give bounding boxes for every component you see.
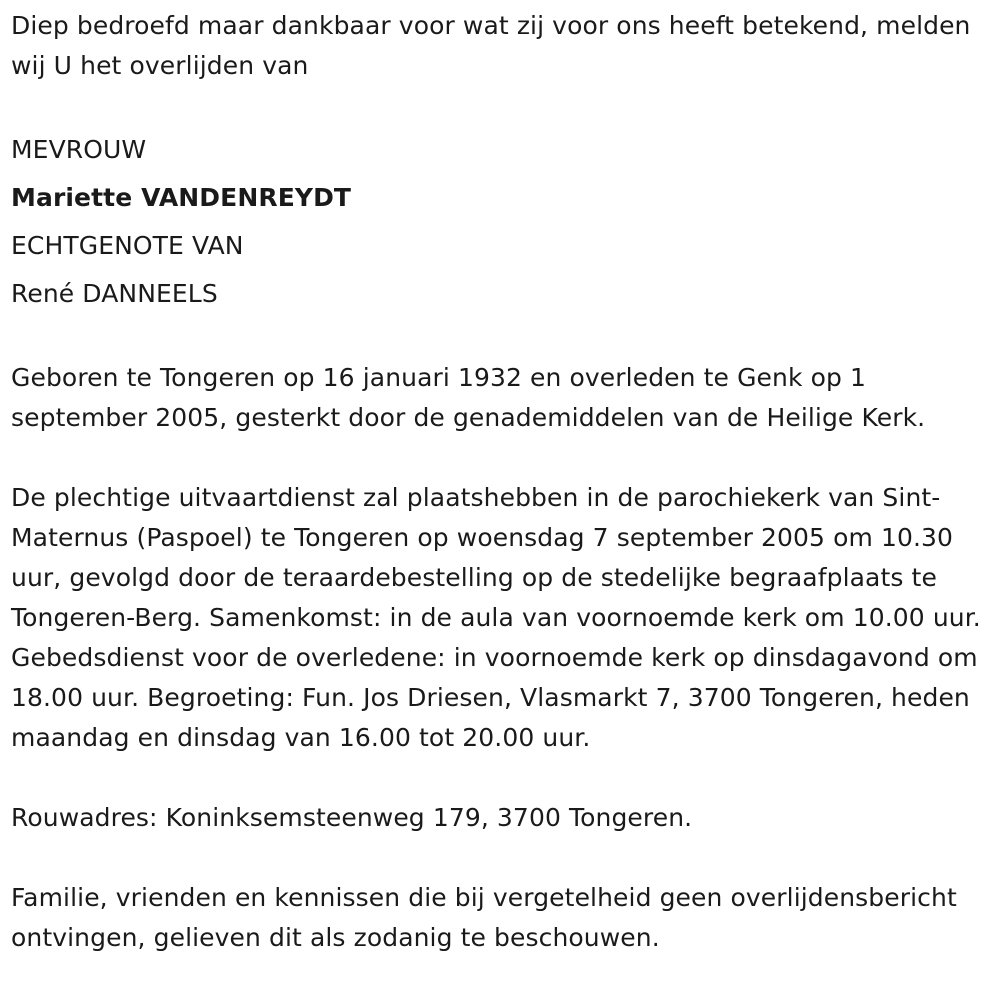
title-block (11, 126, 986, 318)
spacer (11, 318, 986, 358)
mourning-address: Rouwadres: Koninksemsteenweg 179, 3700 Tongeren. (11, 803, 693, 832)
spacer (11, 758, 986, 798)
salutation: MEVROUW (11, 135, 147, 164)
closing-paragraph: Familie, vrienden en kennissen die bij vergetelheid geen overlijdensbericht ontvingen, gelieven dit als zodanig te beschouwen. (11, 883, 957, 952)
spouse-name: René DANNEELS (11, 279, 218, 308)
death-notice (11, 6, 986, 958)
spacer (11, 838, 986, 878)
spacer (11, 438, 986, 478)
deceased-name: Mariette VANDENREYDT (11, 183, 352, 212)
birth-death-paragraph: Geboren te Tongeren op 16 januari 1932 en overleden te Genk op 1 september 2005, gesterkt door de genademiddelen van de Heilige Kerk. (11, 363, 926, 432)
intro-paragraph: Diep bedroefd maar dankbaar voor wat zij voor ons heeft betekend, melden wij U het overlijden van (11, 11, 971, 80)
relation-label: ECHTGENOTE VAN (11, 231, 244, 260)
funeral-service-paragraph: De plechtige uitvaartdienst zal plaatshebben in de parochiekerk van Sint-Maternus (Paspoel) te Tongeren op woensdag 7 september 2005 om 10.30 uur, gevolgd door de teraardebestelling op de stedelijke begraafplaats te Tongeren-Berg. Samenkomst: in de aula van voornoemde kerk om 10.00 uur. Gebedsdienst voor de overledene: in voornoemde kerk op dinsdagavond om 18.00 uur. Begroeting: Fun. Jos Driesen, Vlasmarkt 7, 3700 Tongeren, heden maandag en dinsdag van 16.00 tot 20.00 uur. (11, 483, 981, 752)
spacer (11, 86, 986, 126)
